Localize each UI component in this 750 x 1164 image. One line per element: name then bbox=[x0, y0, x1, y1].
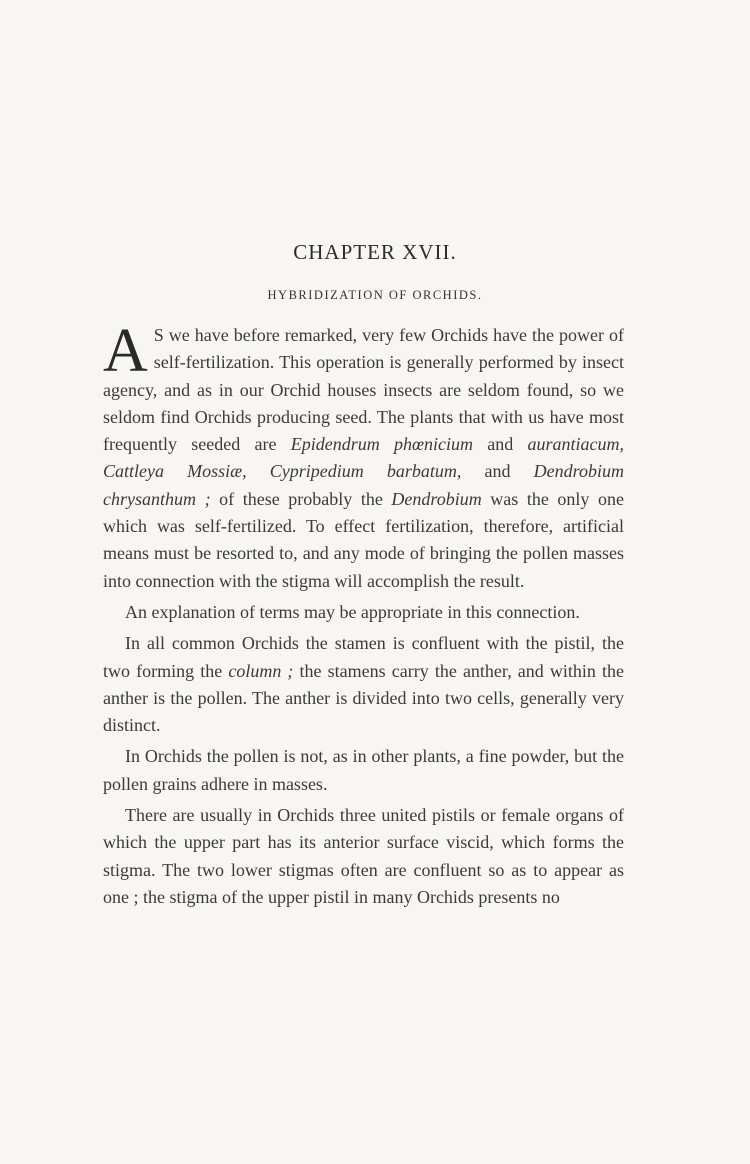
section-title: HYBRIDIZATION OF ORCHIDS. bbox=[267, 288, 483, 302]
text-run: and bbox=[461, 461, 534, 482]
body-text bbox=[103, 317, 625, 915]
paragraph-1 bbox=[103, 317, 624, 595]
text-run: S we have before remarked, very few Orchids have the power of self-fertilization. This operation is generally performed by insect agency, and as in our Orchid houses insects are seldom found, so we seldom find Orchids producing seed. The plants that with us have most frequently seeded are bbox=[103, 325, 624, 455]
italic-run: Epidendrum phœnicium bbox=[290, 434, 473, 455]
chapter-title: CHAPTER XVII. bbox=[293, 240, 457, 264]
italic-run: Dendrobium chrysanthum ; bbox=[103, 461, 624, 509]
text-run: the stamens carry the anther, and within the anther is the pollen. The anther is divided into two cells, generally very distinct. bbox=[103, 660, 625, 736]
paragraph-3 bbox=[103, 630, 624, 739]
paragraph-5: There are usually in Orchids three united pistils or female organs of which the upper part has its anterior surface viscid, which forms the stigma. The two lower stigmas often are confluent so as to appear as one ; the stigma of the upper pistil in many Orchids presents no bbox=[103, 805, 624, 907]
text-run: of these probably the bbox=[210, 488, 392, 509]
text-run: was the only one which was self-fertilized. To effect fertilization, therefore, artificial means must be resorted to, and any mode of bringing the pollen masses into connection with the stigma will accomplish the result. bbox=[103, 488, 624, 591]
paragraph-2: An explanation of terms may be appropriate in this connection. bbox=[125, 601, 580, 622]
italic-run: aurantiacum, Cattleya Mossiæ, Cypripedium barbatum, bbox=[103, 434, 624, 482]
text-run: and bbox=[472, 434, 528, 455]
drop-cap: A bbox=[103, 317, 148, 385]
italic-run: Dendrobium bbox=[391, 488, 482, 509]
italic-run: column ; bbox=[228, 660, 294, 681]
paragraph-4: In Orchids the pollen is not, as in other plants, a fine powder, but the pollen grains adhere in masses. bbox=[103, 746, 624, 794]
text-run: In all common Orchids the stamen is confluent with the pistil, the two forming the bbox=[103, 633, 624, 681]
